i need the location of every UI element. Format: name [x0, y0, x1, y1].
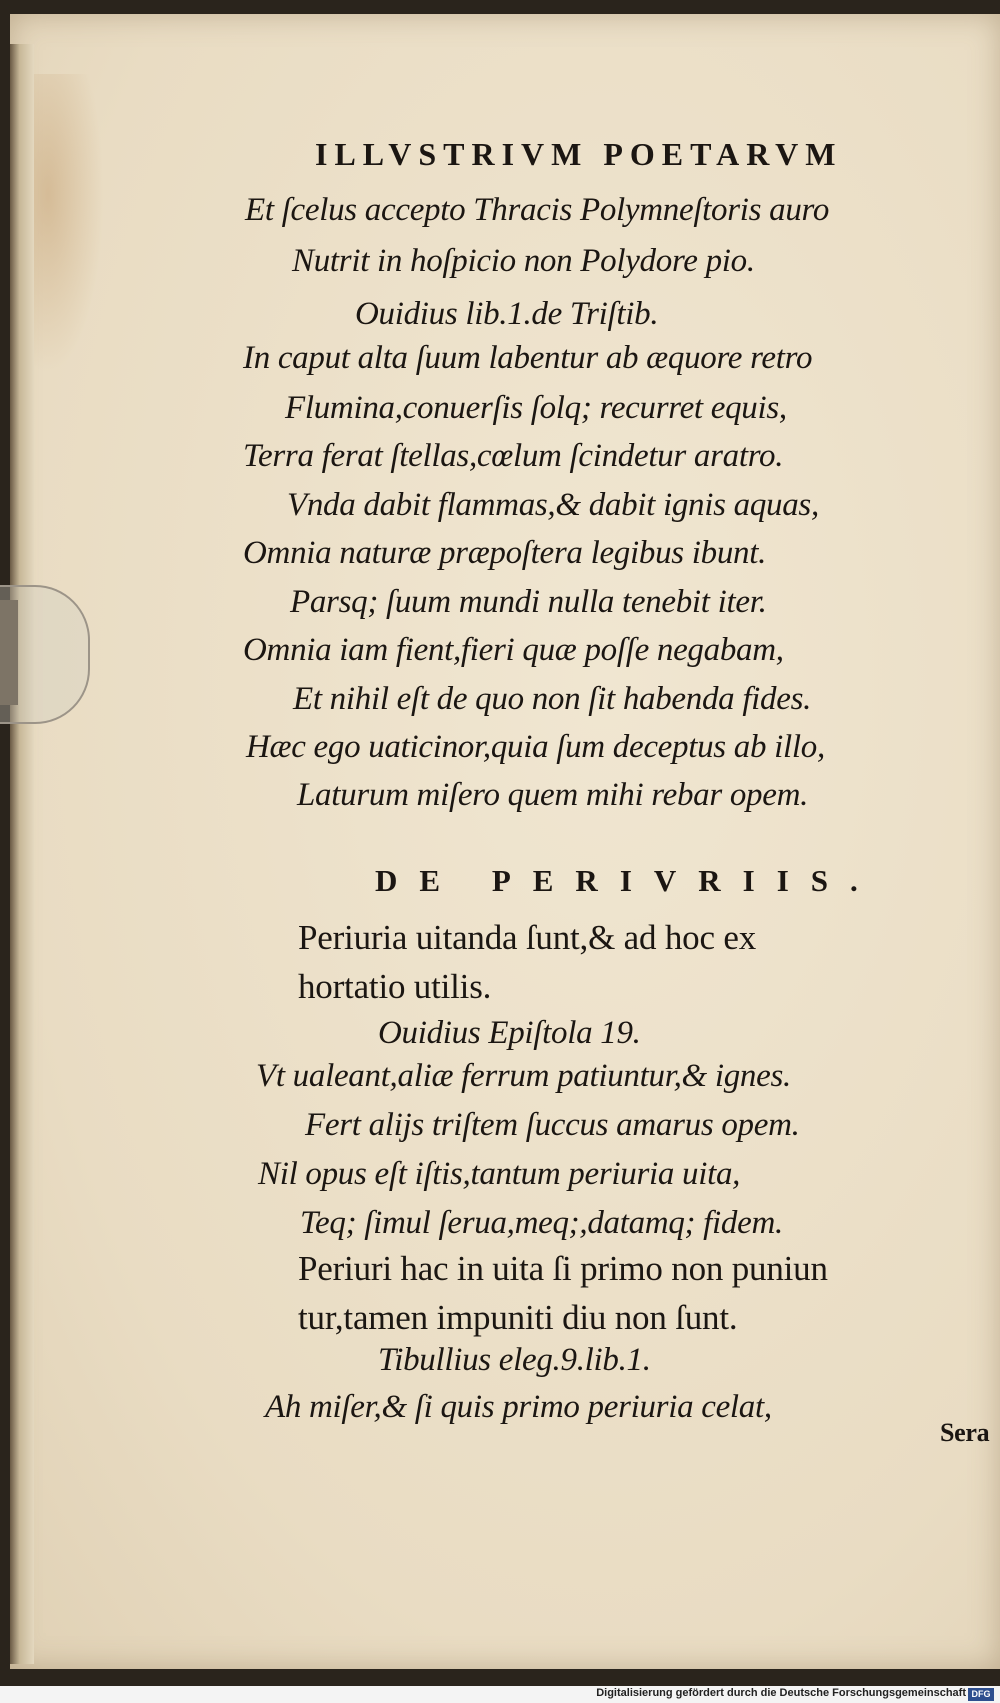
verse-line: Et nihil eſt de quo non ſit habenda fides.	[293, 681, 812, 717]
verse-line: Omnia iam fient,fieri quæ poſſe negabam,	[243, 632, 784, 668]
verse-line: In caput alta ſuum labentur ab æquore retro	[243, 340, 813, 376]
source-citation: Ouidius lib.1.de Triſtib.	[355, 296, 659, 332]
digitization-credit: Digitalisierung gefördert durch die Deutsche Forschungsgemeinschaft	[596, 1687, 966, 1699]
verse-line: Omnia naturæ præpoſtera legibus ibunt.	[243, 535, 767, 571]
verse-line: Terra ferat ſtellas,cœlum ſcindetur aratro.	[243, 438, 784, 474]
section-heading: DE PERIVRIIS.	[375, 863, 880, 898]
verse-line: Nutrit in hoſpicio non Polydore pio.	[292, 243, 755, 279]
verse-line: Vt ualeant,aliæ ferrum patiuntur,& ignes.	[256, 1058, 791, 1094]
running-header: ILLVSTRIVM POETARVM	[315, 136, 843, 172]
verse-line: Et ſcelus accepto Thracis Polymneſtoris auro	[245, 192, 830, 228]
source-citation: Tibullius eleg.9.lib.1.	[378, 1342, 651, 1378]
verse-line: Laturum miſero quem mihi rebar opem.	[297, 777, 809, 813]
prose-line: Periuri hac in uita ſi primo non puniun	[298, 1249, 828, 1288]
verse-line: Parsq; ſuum mundi nulla tenebit iter.	[290, 584, 767, 620]
verse-line: Flumina,conuerſis ſolq; recurret equis,	[285, 390, 787, 426]
verse-line: Ah miſer,& ſi quis primo periuria celat,	[265, 1389, 772, 1425]
page-stain	[24, 74, 104, 374]
catchword: Sera	[940, 1418, 990, 1447]
dfg-logo: DFG	[968, 1688, 994, 1701]
verse-line: Nil opus eſt iſtis,tantum periuria uita,	[258, 1156, 741, 1192]
prose-line: Periuria uitanda ſunt,& ad hoc ex	[298, 918, 756, 957]
verse-line: Teq; ſimul ſerua,meq;,datamq; fidem.	[300, 1205, 783, 1241]
verse-line: Vnda dabit flammas,& dabit ignis aquas,	[287, 487, 819, 523]
prose-line: tur,tamen impuniti diu non ſunt.	[298, 1298, 738, 1337]
prose-line: hortatio utilis.	[298, 967, 492, 1006]
page-clip-marker	[0, 600, 18, 705]
verse-line: Hæc ego uaticinor,quia ſum deceptus ab illo,	[246, 729, 825, 765]
source-citation: Ouidius Epiſtola 19.	[378, 1015, 641, 1051]
page-gutter-edge	[10, 44, 34, 1664]
verse-line: Fert alijs triſtem ſuccus amarus opem.	[305, 1107, 800, 1143]
